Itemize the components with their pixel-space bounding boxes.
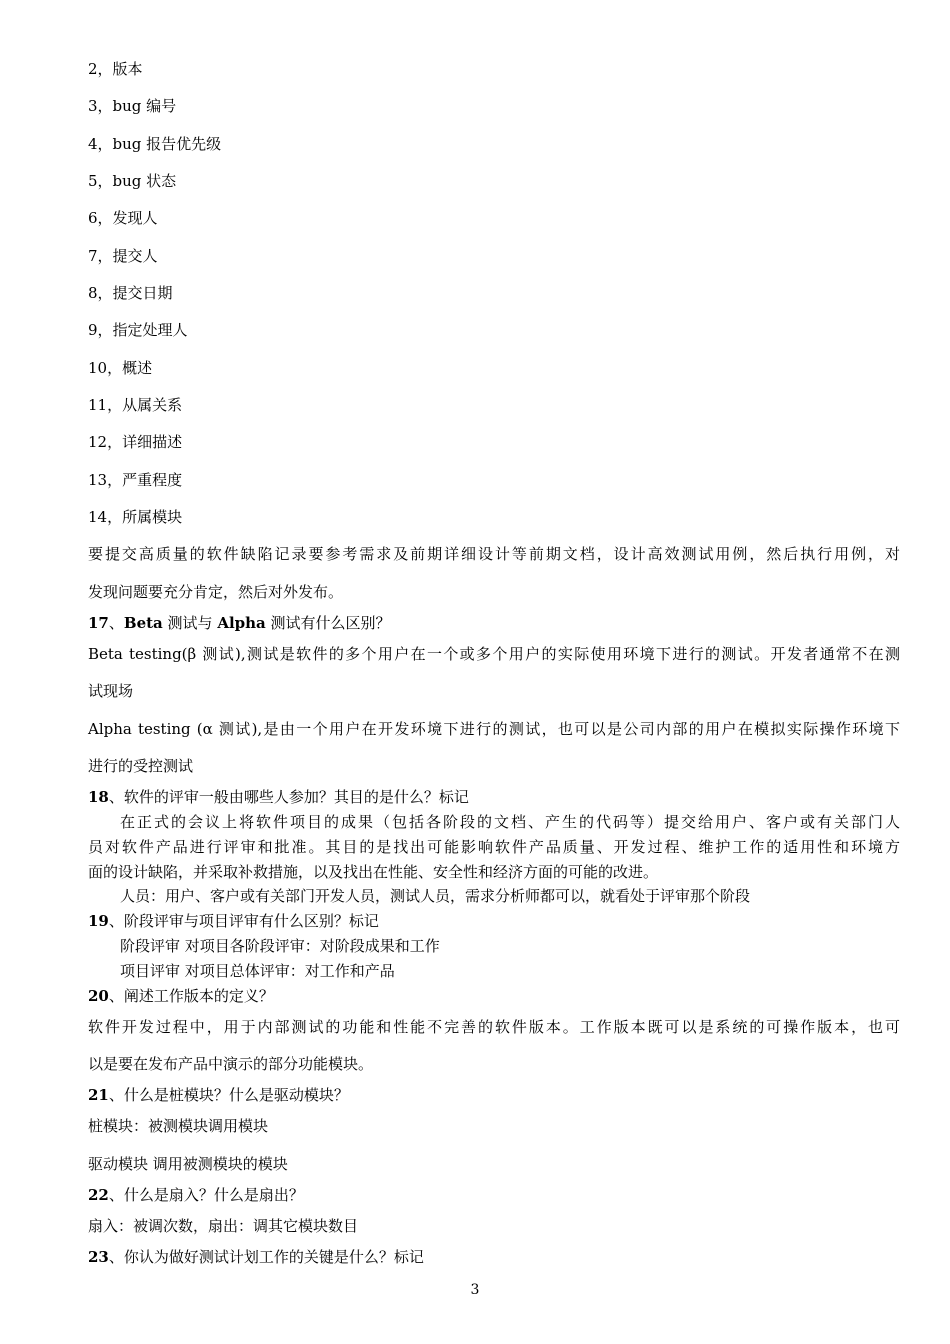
list-item: 8，提交日期 — [88, 284, 173, 302]
list-item: 9，指定处理人 — [88, 321, 188, 339]
question-number: 21 — [88, 1086, 109, 1104]
list-item: 10，概述 — [88, 359, 153, 377]
list-item: 4，bug 报告优先级 — [88, 135, 222, 153]
answer-line: 在正式的会议上将软件项目的成果（包括各阶段的文档、产生的代码等）提交给用户、客户或有关部门人 — [120, 813, 900, 831]
question-heading — [88, 1185, 900, 1205]
question-heading — [88, 613, 900, 633]
question-heading — [88, 787, 900, 807]
question-heading — [88, 1247, 900, 1267]
list-item: 5，bug 状态 — [88, 172, 177, 190]
question-text: 、什么是桩模块？什么是驱动模块？ — [108, 1086, 349, 1104]
list-item: 12，详细描述 — [88, 433, 183, 451]
question-heading — [88, 1085, 900, 1105]
answer-line: 驱动模块 调用被测模块的模块 — [88, 1155, 288, 1173]
question-heading — [88, 986, 900, 1006]
answer-line: 试现场 — [88, 682, 134, 700]
paragraph-line: 要提交高质量的软件缺陷记录要参考需求及前期详细设计等前期文档，设计高效测试用例，然后执行用例，对 — [88, 545, 900, 563]
question-number: 19 — [88, 912, 109, 930]
answer-line: 进行的受控测试 — [88, 757, 194, 775]
list-item: 3，bug 编号 — [88, 97, 177, 115]
question-text: 、阐述工作版本的定义？ — [108, 987, 274, 1005]
question-number: 20 — [88, 987, 109, 1005]
page-number: 3 — [470, 1282, 480, 1298]
question-text: 、阶段评审与项目评审有什么区别？标记 — [108, 912, 379, 930]
list-item: 13，严重程度 — [88, 471, 183, 489]
answer-line: Alpha testing (α 测试),是由一个用户在开发环境下进行的测试，也可以是公司内部的用户在模拟实际操作环境下 — [88, 720, 900, 738]
question-text: 、什么是扇入？什么是扇出？ — [108, 1186, 304, 1204]
answer-line: 阶段评审 对项目各阶段评审：对阶段成果和工作 — [120, 937, 440, 955]
paragraph-line: 发现问题要充分肯定，然后对外发布。 — [88, 583, 344, 601]
answer-line: 软件开发过程中，用于内部测试的功能和性能不完善的软件版本。工作版本既可以是系统的可操作版本，也可 — [88, 1018, 900, 1036]
question-number: 22 — [88, 1186, 109, 1204]
list-item: 14，所属模块 — [88, 508, 183, 526]
answer-line: 员对软件产品进行评审和批准。其目的是找出可能影响软件产品质量、开发过程、维护工作的适用性和环境方 — [88, 838, 900, 856]
answer-line: 人员：用户、客户或有关部门开发人员，测试人员，需求分析师都可以，就看处于评审那个阶段 — [120, 887, 751, 905]
question-text-bold: Beta — [123, 614, 163, 632]
answer-line: 桩模块：被测模块调用模块 — [88, 1117, 269, 1135]
question-number: 18 — [88, 788, 109, 806]
answer-line: 以是要在发布产品中演示的部分功能模块。 — [88, 1055, 374, 1073]
question-text-bold: Alpha — [217, 614, 266, 632]
answer-line: Beta testing(β 测试),测试是软件的多个用户在一个或多个用户的实际使用环境下进行的测试。开发者通常不在测 — [88, 645, 900, 663]
answer-line: 扇入：被调次数，扇出：调其它模块数目 — [88, 1217, 359, 1235]
answer-line: 面的设计缺陷，并采取补救措施，以及找出在性能、安全性和经济方面的可能的改进。 — [88, 863, 659, 881]
question-number: 23 — [88, 1248, 109, 1266]
question-text: 、你认为做好测试计划工作的关键是什么？标记 — [108, 1248, 424, 1266]
question-text: 测试与 — [162, 614, 218, 632]
list-item: 6，发现人 — [88, 209, 158, 227]
list-item: 2，版本 — [88, 60, 143, 78]
question-text: 、软件的评审一般由哪些人参加？其目的是什么？标记 — [108, 788, 469, 806]
list-item: 11，从属关系 — [88, 396, 183, 414]
answer-line: 项目评审 对项目总体评审：对工作和产品 — [120, 962, 395, 980]
question-text: 测试有什么区别？ — [265, 614, 391, 632]
question-text: 、 — [108, 614, 124, 632]
list-item: 7，提交人 — [88, 247, 158, 265]
question-number: 17 — [88, 614, 109, 632]
question-heading — [88, 911, 900, 931]
